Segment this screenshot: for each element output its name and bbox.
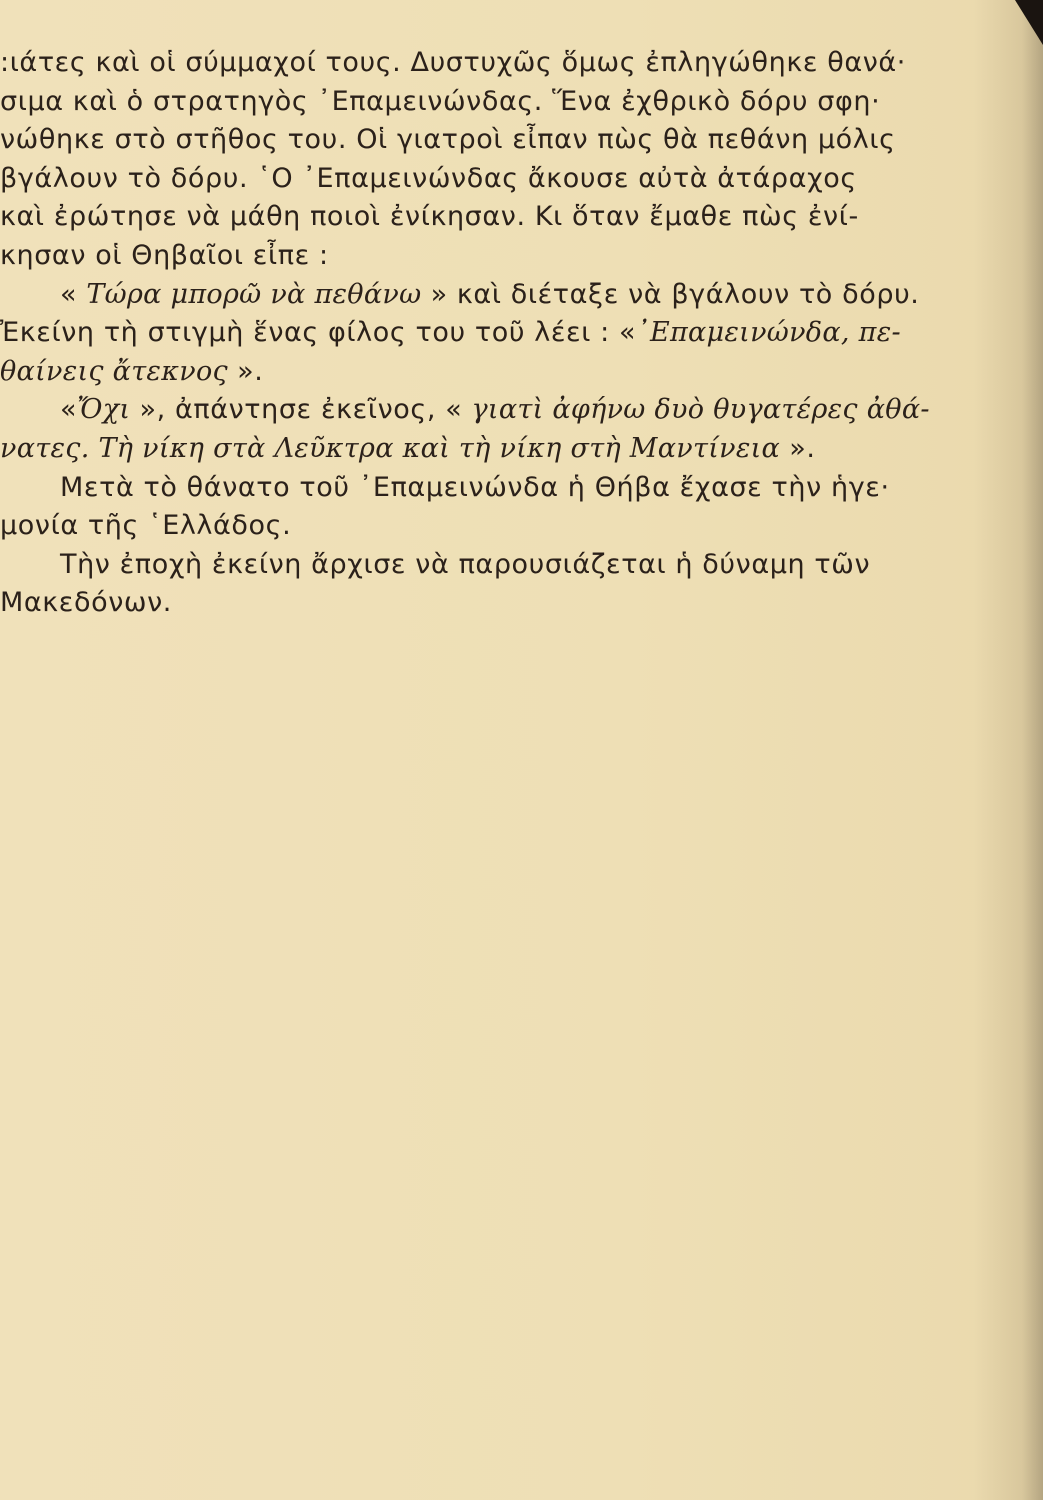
text-line [0,507,960,546]
italic-quote-run: νατες. Τὴ νίκη στὰ Λεῦκτρα καὶ τὴ νίκη στὴ Μαντίνεια [0,432,781,464]
text-line [0,160,960,199]
text-run: », ἀπάντησε ἐκεῖνος, « [130,394,472,426]
text-run: Ἐκείνη τὴ στιγμὴ ἕνας φίλος του τοῦ λέει : « [0,317,637,349]
italic-quote-run: θαίνεις ἄτεκνος [0,355,228,387]
text-line [0,276,960,315]
text-run: νώθηκε στὸ στῆθος του. Οἱ γιατροὶ εἶπαν πὼς θὰ πεθάνη μόλις [0,124,896,156]
text-run: » καὶ διέταξε νὰ βγάλουν τὸ δόρυ. [421,278,920,310]
text-run: καὶ ἐρώτησε νὰ μάθη ποιοὶ ἐνίκησαν. Κι ὅταν ἔμαθε πὼς ἐνί- [0,201,859,233]
text-line [0,44,960,83]
italic-quote-run: ᾿Επαμεινώνδα, πε- [636,317,901,349]
text-run: :ιάτες καὶ οἱ σύμμαχοί τους. Δυστυχῶς ὅμως ἐπληγώθηκε θανά· [0,47,906,78]
text-run: ». [780,432,816,464]
page-corner [1015,0,1043,45]
text-line [0,430,960,469]
text-line [0,584,960,623]
italic-quote-run: Ὄχι [77,394,131,426]
text-run: κησαν οἱ Θηβαῖοι εἶπε : [0,239,329,271]
text-line [0,353,960,392]
page-edge-shadow [973,0,1043,1500]
text-run: ». [227,355,264,387]
text-line [0,83,960,122]
text-line [0,314,960,353]
body-text [0,44,960,623]
text-line [0,198,960,237]
text-line [0,121,960,160]
text-line [0,546,960,585]
italic-quote-run: Τώρα μπορῶ νὰ πεθάνω [86,278,422,310]
text-run: Μακεδόνων. [0,587,172,619]
text-run: « [60,394,78,426]
text-run: σιμα καὶ ὁ στρατηγὸς ᾿Επαμεινώνδας. Ἕνα ἐχθρικὸ δόρυ σφη· [0,85,881,117]
text-line [0,469,960,508]
text-line [0,237,960,276]
italic-quote-run: γιατὶ ἀφήνω δυὸ θυγατέρες ἀθά- [471,394,930,426]
text-run: Μετὰ τὸ θάνατο τοῦ ᾿Επαμεινώνδα ἡ Θήβα ἔχασε τὴν ἡγε· [60,471,890,503]
text-run: βγάλουν τὸ δόρυ. ῾Ο ᾿Επαμεινώνδας ἄκουσε αὐτὰ ἀτάραχος [0,162,857,194]
text-line [0,391,960,430]
text-run: μονία τῆς ῾Ελλάδος. [0,510,292,542]
text-run: « [60,278,87,310]
text-run: Τὴν ἐποχὴ ἐκείνη ἄρχισε νὰ παρουσιάζεται ἡ δύναμη τῶν [60,548,871,580]
